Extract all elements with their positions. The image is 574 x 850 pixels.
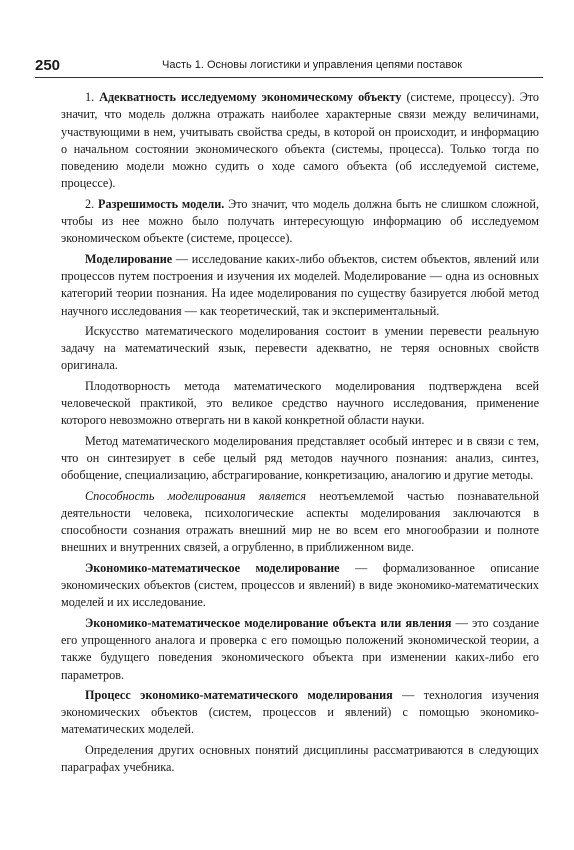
- paragraph: [61, 615, 539, 684]
- paragraph: [61, 251, 539, 320]
- paragraph-text: 1.: [85, 90, 100, 104]
- paragraph: [61, 323, 539, 375]
- paragraph: [61, 378, 539, 430]
- term-bold: Разрешимость модели.: [98, 196, 225, 211]
- paragraph-text: — технология изучения экономических объектов (систем, процессов и явлений) с помощью экономико-математических моделей.: [61, 687, 539, 737]
- paragraph-text: Искусство математического моделирования состоит в умении перевести реальную задачу на математический язык, перевести адекватно, не теряя основных свойств оригинала.: [61, 323, 539, 373]
- paragraph: [61, 488, 539, 557]
- running-head: Часть 1. Основы логистики и управления цепями поставок: [162, 59, 463, 71]
- paragraph: [61, 560, 539, 612]
- term-bold: Адекватность исследуемому экономическому объекту: [99, 90, 402, 104]
- page-number: 250: [35, 57, 61, 74]
- page-body: [61, 89, 539, 779]
- term-bold: Моделирование: [85, 251, 173, 266]
- term-bold: Экономико-математическое моделирование объекта или явления: [85, 615, 452, 630]
- term-bold: Экономико-математическое моделирование: [85, 560, 340, 575]
- paragraph: [61, 196, 539, 248]
- paragraph-text: Метод математического моделирования представляет особый интерес и в связи с тем, что он синтезирует в себе целый ряд методов научного познания: анализ, синтез, обобщение, специализацию, абстрагирование, конкретизацию, аналогию и другие методы.: [61, 433, 539, 483]
- paragraph-text: (системе, процессу). Это значит, что модель должна отражать наиболее характерные связи между величинами, участвующими в нем, учитывать свойства среды, в которой он происходит, и информацию о начальном состоянии экономического объекта (системы, процесса). Только тогда по поведению модели можно судить о ходе самого объекта (об исследуемой системе, процессе).: [61, 90, 539, 191]
- paragraph: [61, 89, 539, 193]
- paragraph-text: Плодотворность метода математического моделирования подтверждена всей человеческой практикой, это великое средство научного исследования, применение которого невозможно отвергать ни в какой конкретной области науки.: [61, 378, 539, 428]
- paragraph: [61, 742, 539, 777]
- paragraph-text: Определения других основных понятий дисциплины рассматриваются в следующих параграфах учебника.: [61, 742, 539, 774]
- paragraph: [61, 687, 539, 739]
- paragraph-text: 2.: [85, 196, 99, 211]
- paragraph-text: — это создание его упрощенного аналога и проверка с его помощью положений экономической теории, а также будущего поведения экономического объекта при изменении каких-либо его параметров.: [61, 615, 539, 682]
- paragraph-text: Это значит, что модель должна быть не слишком сложной, чтобы из нее можно было получать интересующую информацию об исследуемом экономическом объекте (системе, процессе).: [61, 196, 539, 246]
- paragraph-text: неотъемлемой частью познавательной деятельности человека, психологические аспекты моделирования заключаются в способности сознания отражать внешний мир не во всем его многообразии и полноте внешних и внутренних связей, а огрубленно, в приближенном виде.: [61, 488, 540, 555]
- paragraph-text: — формализованное описание экономических объектов (систем, процессов и явлений) в виде экономико-математических моделей и их исследование.: [61, 560, 539, 610]
- paragraph: [61, 433, 539, 485]
- term-bold: Процесс экономико-математического моделирования: [85, 687, 393, 702]
- paragraph-text: — исследование каких-либо объектов, систем объектов, явлений или процессов путем построения и изучения их моделей. Моделирование — одна из основных категорий теории познания. На идее моделирования по существу базируется любой метод научного исследования — как теоретический, так и экспериментальный.: [61, 251, 539, 318]
- page-header: [35, 57, 543, 78]
- text-italic: Способность моделирования является: [85, 488, 306, 503]
